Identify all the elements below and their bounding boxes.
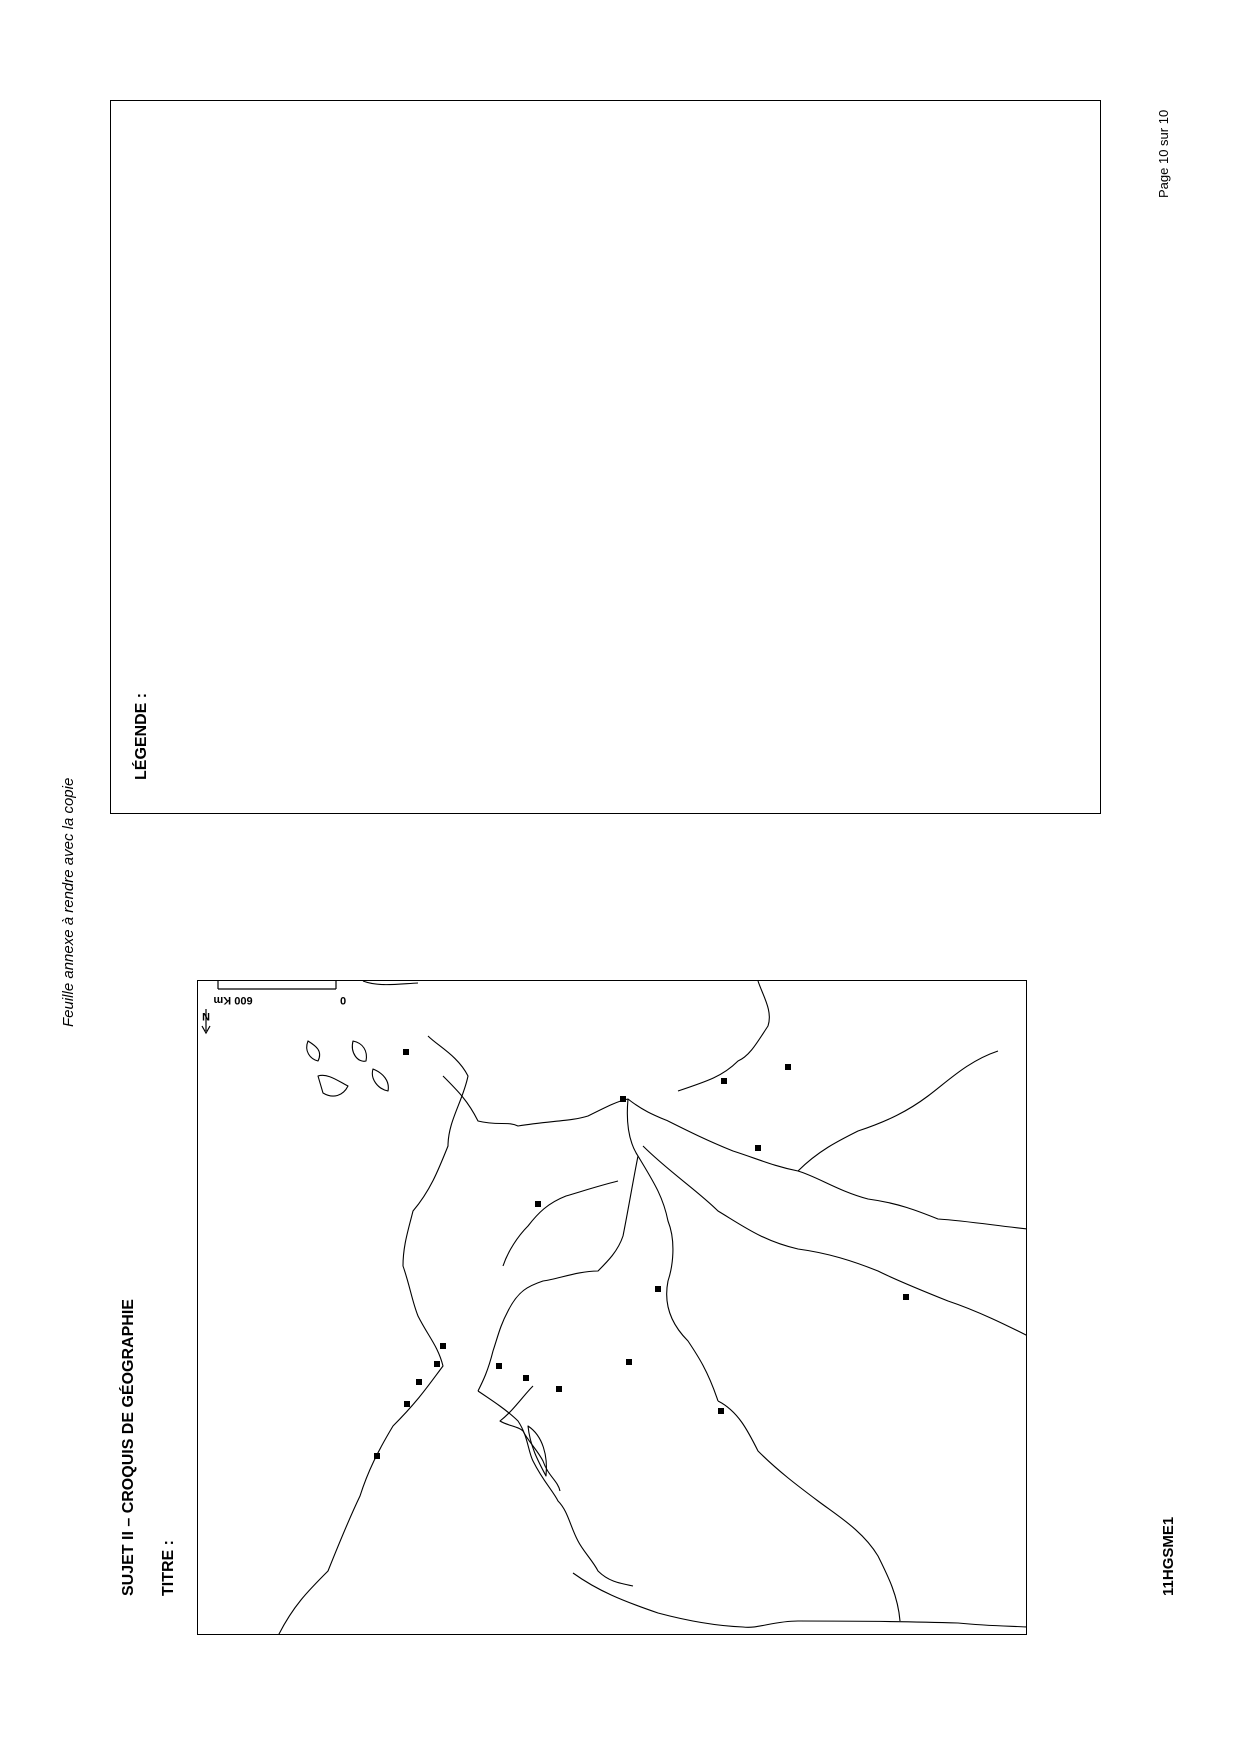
legend-box [110, 100, 1101, 814]
island-2 [307, 1041, 320, 1061]
south-coast [573, 1573, 1027, 1627]
page-number: Page 10 sur 10 [1156, 109, 1171, 198]
legend-label: LÉGENDE : [133, 692, 150, 780]
title-label: TITRE : [160, 1540, 177, 1596]
island-4 [372, 1069, 388, 1091]
map-outline [198, 981, 1027, 1635]
scale-zero: 0 [339, 994, 347, 1006]
coastline-east [678, 981, 769, 1091]
peninsula-coast [443, 1076, 638, 1391]
border-1 [628, 1099, 1027, 1229]
scale-bar [218, 981, 336, 989]
coastline-top [363, 981, 418, 985]
coastline-west [278, 1036, 468, 1635]
subject-heading: SUJET II – CROQUIS DE GÉOGRAPHIE [120, 1299, 137, 1596]
north-label: N [202, 1010, 210, 1022]
scale-distance: 600 Km [213, 994, 253, 1006]
document-code: 11HGSME1 [1160, 1516, 1177, 1596]
city-markers [374, 1049, 909, 1459]
border-3 [638, 1156, 718, 1401]
border-4 [503, 1181, 618, 1266]
annex-note: Feuille annexe à rendre avec la copie [60, 777, 77, 1027]
border-5 [718, 1401, 900, 1621]
island-3 [352, 1041, 366, 1061]
border-6 [798, 1051, 998, 1171]
blank-map [197, 980, 1027, 1635]
border-2 [643, 1146, 1027, 1336]
island-1 [318, 1075, 348, 1096]
